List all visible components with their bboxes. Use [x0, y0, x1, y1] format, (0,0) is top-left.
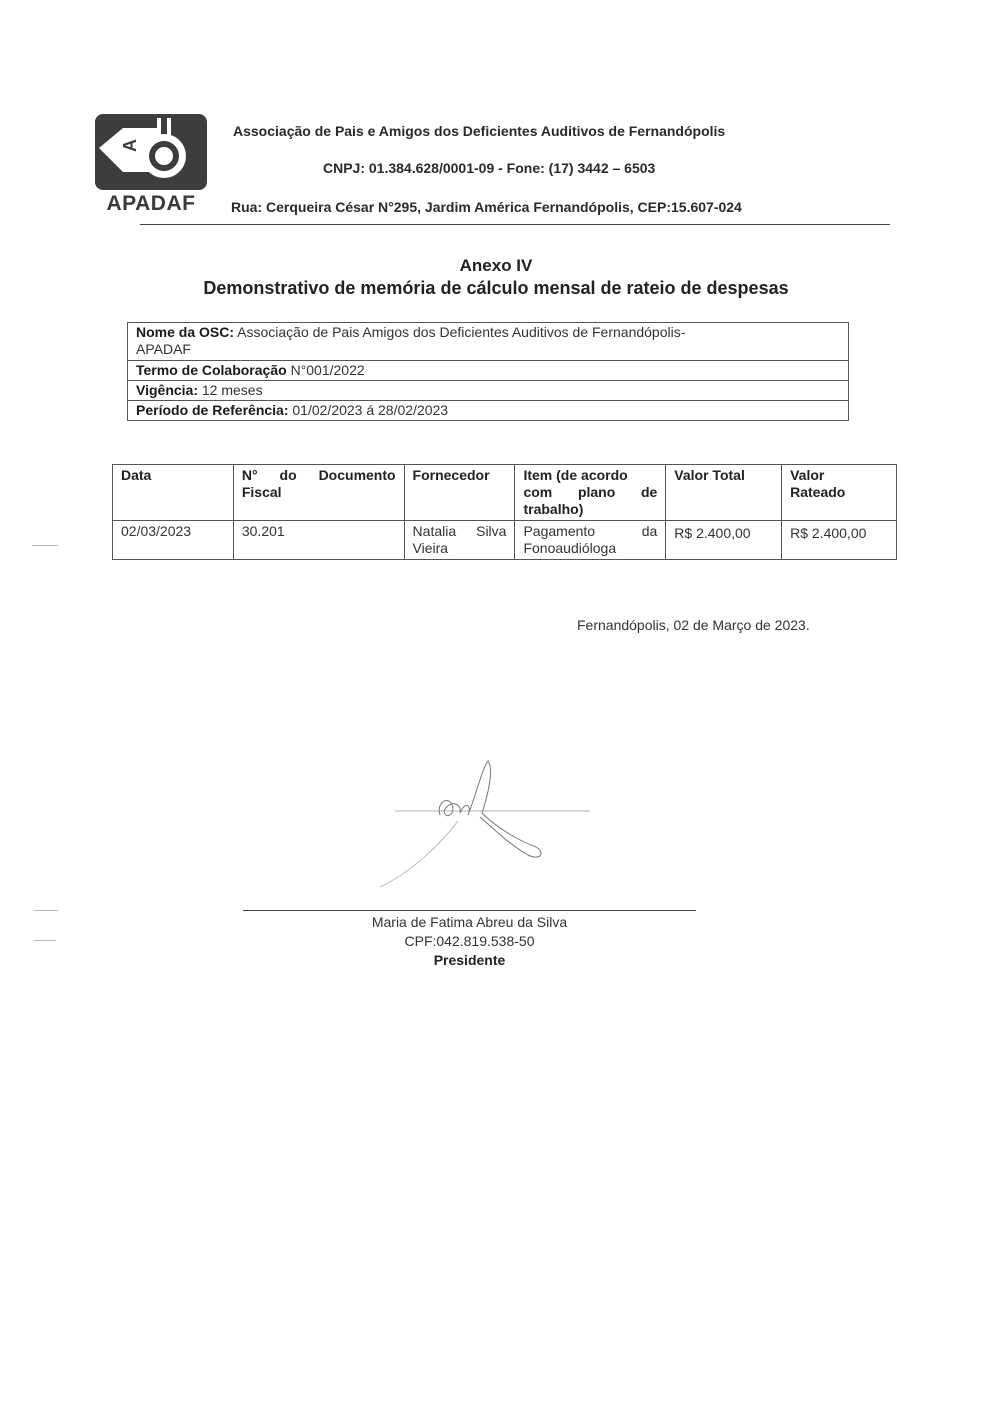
org-address: Rua: Cerqueira César N°295, Jardim América Fernandópolis, CEP:15.607-024	[231, 199, 742, 215]
logo-letter: A	[120, 139, 140, 152]
handwritten-signature	[370, 755, 600, 895]
fornecedor-part: Natalia	[412, 523, 457, 539]
col-header-item	[515, 465, 666, 521]
col-header-valor-total: Valor Total	[666, 465, 782, 521]
scan-mark	[34, 940, 56, 941]
rateado-header-line1: Valor	[790, 467, 825, 483]
item-header-line1: Item (de acordo	[523, 467, 628, 483]
signer-role: Presidente	[433, 952, 506, 968]
rateado-header-line2: Rateado	[790, 484, 846, 500]
cell-valor-rateado: R$ 2.400,00	[782, 521, 897, 560]
item-header-part: com	[523, 484, 553, 500]
cell-fornecedor	[404, 521, 515, 560]
cell-item	[515, 521, 666, 560]
ear-logo-icon	[93, 112, 209, 192]
signature-line	[243, 910, 696, 911]
item-header-line3: trabalho)	[523, 501, 584, 517]
logo-wordmark: APADAF	[106, 192, 196, 215]
item-part: Pagamento	[523, 523, 596, 539]
termo-row	[128, 360, 848, 380]
cell-valor-total: R$ 2.400,00	[666, 521, 782, 560]
table-row	[113, 521, 897, 560]
doc-header-part: N°	[241, 467, 258, 483]
osc-name-value: Associação de Pais Amigos dos Deficientes Auditivos de Fernandópolis-	[237, 324, 686, 340]
col-header-documento	[233, 465, 404, 521]
cell-data: 02/03/2023	[113, 521, 234, 560]
table-header-row	[113, 465, 897, 521]
header-divider	[140, 224, 890, 225]
osc-info-box	[127, 322, 849, 421]
apadaf-logo	[93, 112, 209, 216]
scan-mark	[32, 545, 58, 546]
org-name: Associação de Pais e Amigos dos Deficientes Auditivos de Fernandópolis	[233, 123, 726, 139]
col-header-valor-rateado	[782, 465, 897, 521]
vigencia-row	[128, 380, 848, 400]
vigencia-value: 12 meses	[201, 382, 263, 398]
doc-header-line2: Fiscal	[241, 484, 282, 500]
termo-value: N°001/2022	[290, 362, 365, 378]
document-title: Demonstrativo de memória de cálculo mensal de rateio de despesas	[203, 278, 789, 298]
vigencia-label: Vigência:	[136, 382, 198, 398]
cell-documento: 30.201	[233, 521, 404, 560]
place-date: Fernandópolis, 02 de Março de 2023.	[577, 617, 810, 633]
osc-name-label: Nome da OSC:	[136, 324, 235, 340]
doc-header-part: do	[279, 467, 297, 483]
periodo-label: Período de Referência:	[136, 402, 289, 418]
signature-scribble-icon	[370, 755, 600, 895]
osc-name-row	[128, 323, 848, 360]
fornecedor-line2: Vieira	[412, 540, 449, 556]
cnpj-phone: CNPJ: 01.384.628/0001-09 - Fone: (17) 3442 – 6503	[323, 160, 656, 176]
item-part: da	[641, 523, 658, 539]
col-header-fornecedor: Fornecedor	[404, 465, 515, 521]
osc-name-value-cont: APADAF	[136, 341, 191, 357]
annex-title: Anexo IV	[459, 256, 533, 275]
signer-name: Maria de Fatima Abreu da Silva	[371, 914, 568, 930]
scan-mark	[34, 910, 58, 911]
termo-label: Termo de Colaboração	[136, 362, 287, 378]
periodo-row	[128, 400, 848, 420]
item-header-part: de	[640, 484, 658, 500]
expense-table	[112, 464, 897, 560]
doc-header-part: Documento	[318, 467, 396, 483]
signer-cpf: CPF:042.819.538-50	[404, 933, 535, 949]
fornecedor-part: Silva	[476, 523, 507, 539]
col-header-data: Data	[113, 465, 234, 521]
item-line2: Fonoaudióloga	[523, 540, 617, 556]
periodo-value: 01/02/2023 á 28/02/2023	[292, 402, 449, 418]
item-header-part: plano	[577, 484, 616, 500]
